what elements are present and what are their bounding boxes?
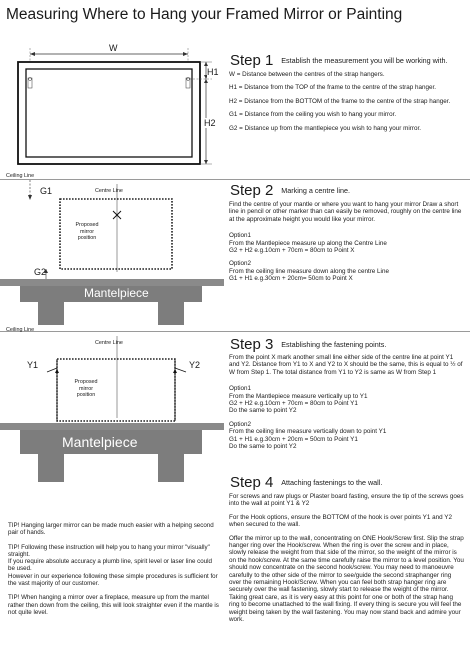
centre-line-label: Centre Line bbox=[95, 340, 123, 346]
y2-label: Y2 bbox=[189, 360, 201, 370]
step2-opt2-calc: G1 + H1 e.g.30cm + 20cm= 50cm to Point X bbox=[229, 275, 353, 283]
fastening-points-diagram bbox=[0, 332, 225, 482]
step4-paragraph-3: Offer the mirror up to the wall, concentrating on ONE Hook/Screw first. Slip the strap hanger ring over the Hook/screw. When the ring is over the screw and in place, slowly release the weight from that side of the mirror, so the weight of the mirror is on the hook/screw. At the same time carefully raise the mirror to a level position. You should now concentrate on the second hook/screw. You may need to manoeuvre carefully to the other side of the mirror to see/guide the second straphanger ring over the remaining Hook/Screw. When you can feel both strap hanger ring are securely over the wall fastening, slowly start to release the weight of the mirror. Taking great care, as it is very easy at this point for one or both of the strap hang ring to become unattached to the wall fixing. If every thing is secure you will feel the weight being taken by the wall fastening. You may now stand back and admire your work. bbox=[229, 534, 464, 624]
step2-intro: Find the centre of your mantle or where you want to hang your mirror Draw a short line in pencil or other marker than can easily be removed, roughly on the centre line at the approximate height you would like your mirror. bbox=[229, 201, 462, 223]
step1-text bbox=[229, 71, 465, 138]
step3-number: Step 3 bbox=[230, 336, 274, 353]
step3-heading bbox=[230, 336, 386, 353]
step2-opt1-calc: G2 + H2 e.g.10cm + 70cm = 80cm to Point X bbox=[229, 247, 355, 255]
proposed-mirror-label bbox=[65, 379, 107, 399]
step4-heading bbox=[230, 474, 382, 491]
step2-text bbox=[229, 201, 465, 289]
tips-section bbox=[8, 522, 220, 623]
step2-heading bbox=[230, 182, 350, 199]
step2-opt2-title: Option2 bbox=[229, 260, 252, 268]
step3-opt2-line: From the ceiling line measure vertically down to point Y1 bbox=[229, 428, 387, 436]
h2-label: H2 bbox=[204, 118, 216, 128]
step2-option1 bbox=[229, 232, 465, 254]
ceiling-line-label: Ceiling Line bbox=[6, 327, 35, 333]
step3-opt1-repeat: Do the same to point Y2 bbox=[229, 407, 297, 415]
proposed-line-3: position bbox=[77, 235, 97, 242]
frame-diagram bbox=[0, 38, 225, 173]
ceiling-line-label: Ceiling Line bbox=[6, 173, 35, 179]
step3-opt1-title: Option1 bbox=[229, 385, 252, 393]
step3-intro: From the point X mark another small line either side of the centre line at point Y1 and Y2. Distance from Y1 to X and Y2 to X should be the same, this is equal to ½ of W from Step 1. The total distance from Y1 to Y2 is same as W from Step 1 bbox=[229, 354, 463, 376]
step1-line-w: W = Distance between the centres of the strap hangers. bbox=[229, 71, 385, 78]
step1-heading bbox=[230, 52, 447, 69]
proposed-line-1: Proposed bbox=[75, 222, 99, 228]
step3-option2 bbox=[229, 421, 465, 451]
tip-1: TIP! Hanging larger mirror can be made much easier with a helping second pair of hands. bbox=[8, 522, 214, 537]
step2-number: Step 2 bbox=[230, 182, 274, 199]
step2-option2 bbox=[229, 260, 465, 282]
proposed-line-2: mirror bbox=[78, 385, 94, 392]
y1-label: Y1 bbox=[27, 360, 39, 370]
step3-option1 bbox=[229, 385, 465, 415]
step3-opt2-calc: G1 + H1 e.g.30cm + 20cm = 50cm to Point Y1 bbox=[229, 435, 358, 443]
step4-subtitle: Attaching fastenings to the wall. bbox=[281, 478, 383, 487]
step3-text bbox=[229, 354, 465, 456]
mirror-glass bbox=[26, 69, 192, 157]
proposed-line-1: Proposed bbox=[74, 379, 98, 385]
step3-opt2-repeat: Do the same to point Y2 bbox=[229, 443, 297, 451]
page-title: Measuring Where to Hang your Framed Mirror or Painting bbox=[6, 6, 403, 23]
g2-label: G2 bbox=[34, 267, 47, 277]
proposed-line-2: mirror bbox=[79, 228, 95, 235]
step3-opt1-calc: G2 + H2 e.g.10cm + 70cm = 80cm to Point Y1 bbox=[229, 400, 358, 408]
step1-subtitle: Establish the measurement you will be working with. bbox=[281, 56, 448, 65]
centre-line-label: Centre Line bbox=[95, 188, 123, 194]
left-strap-hanger bbox=[28, 78, 32, 89]
step1-line-g2: G2 = Distance up from the mantlepiece you wish to hang your mirror. bbox=[229, 124, 421, 132]
step1-line-g1: G1 = Distance from the ceiling you wish to hang your mirror. bbox=[229, 111, 397, 119]
g1-label: G1 bbox=[40, 186, 53, 196]
proposed-mirror-label bbox=[67, 222, 107, 242]
centre-line-diagram bbox=[0, 180, 225, 325]
step4-text bbox=[229, 493, 465, 624]
mantelpiece-label: Mantelpiece bbox=[62, 434, 138, 450]
step1-line-h2: H2 = Distance from the BOTTOM of the frame to the centre of the strap hanger. bbox=[229, 97, 451, 105]
step2-subtitle: Marking a centre line. bbox=[281, 186, 350, 195]
mantelpiece-shape bbox=[0, 423, 224, 482]
step2-opt1-title: Option1 bbox=[229, 232, 252, 240]
step3-subtitle: Establishing the fastening points. bbox=[281, 340, 387, 349]
step4-paragraph-2: For the Hook options, ensure the BOTTOM of the hook is over points Y1 and Y2 when secured to the wall. bbox=[229, 513, 452, 529]
step1-line-h1: H1 = Distance from the TOP of the frame to the centre of the strap hanger. bbox=[229, 84, 437, 92]
tip-2: TIP! Following these instruction will help you to hang your mirror "visually" straight. If you require absolute accuracy a plumb line, spirit level or laser line could be used. However in our experience following these simple procedures is sufficient for the vast majority of our customer. bbox=[8, 543, 218, 588]
tip-3: TIP! When hanging a mirror over a fireplace, measure up from the mantel rather then down from the ceiling, this will look straighter even if the mantle is not quite level. bbox=[8, 594, 219, 616]
step4-number: Step 4 bbox=[230, 474, 274, 491]
step3-opt1-line: From the Mantlepiece measure vertically up to Y1 bbox=[229, 392, 368, 400]
step2-opt2-line: From the ceiling line measure down along the centre Line bbox=[229, 267, 389, 275]
step4-paragraph-1: For screws and raw plugs or Plaster board fasting, ensure the tip of the screws goes into the wall at point Y1 & Y2 bbox=[229, 493, 464, 508]
step1-number: Step 1 bbox=[230, 52, 274, 69]
proposed-line-3: position bbox=[76, 392, 96, 399]
step2-opt1-line: From the Mantlepiece measure up along the Centre Line bbox=[229, 239, 387, 247]
step3-opt2-title: Option2 bbox=[229, 420, 252, 428]
w-label: W bbox=[109, 43, 118, 53]
mantelpiece-label: Mantelpiece bbox=[84, 286, 149, 300]
h1-label: H1 bbox=[207, 67, 219, 77]
